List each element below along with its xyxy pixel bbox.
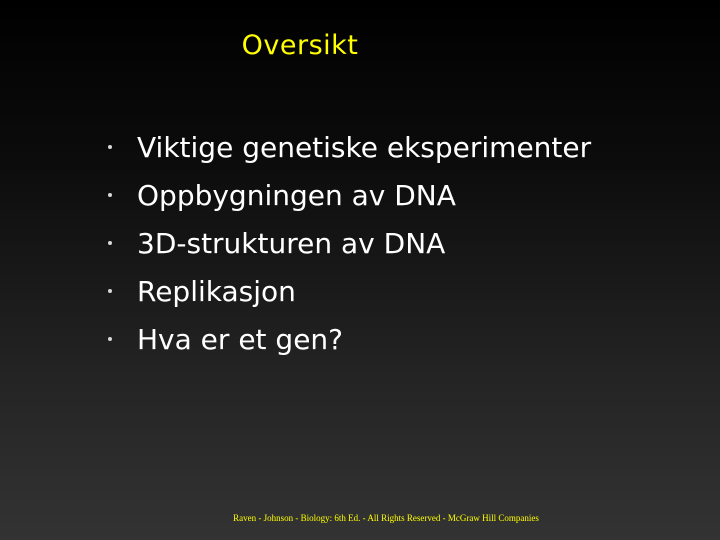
bullet-text: Viktige genetiske eksperimenter	[137, 130, 592, 164]
bullet-text: Hva er et gen?	[137, 322, 344, 356]
bullet-list	[108, 123, 591, 363]
bullet-dot-icon	[108, 241, 112, 245]
bullet-item	[108, 219, 591, 267]
bullet-item	[108, 171, 591, 219]
bullet-dot-icon	[108, 289, 112, 293]
bullet-text: Replikasjon	[137, 274, 296, 308]
bullet-item	[108, 315, 591, 363]
bullet-item	[108, 123, 591, 171]
bullet-text: Oppbygningen av DNA	[137, 178, 456, 212]
bullet-dot-icon	[108, 193, 112, 197]
bullet-item	[108, 267, 591, 315]
bullet-dot-icon	[108, 145, 112, 149]
copyright-footer: Raven - Johnson - Biology: 6th Ed. - All Rights Reserved - McGraw Hill Companies	[233, 513, 539, 523]
bullet-dot-icon	[108, 337, 112, 341]
slide-title: Oversikt	[241, 30, 359, 61]
bullet-text: 3D-strukturen av DNA	[137, 226, 446, 260]
